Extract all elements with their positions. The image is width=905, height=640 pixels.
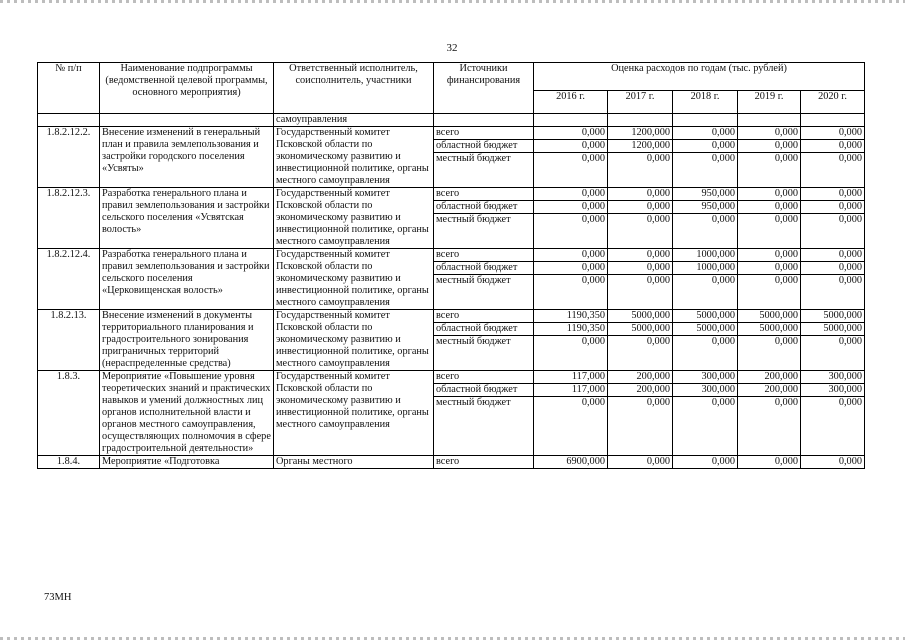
amount-cell: 1000,000 bbox=[673, 249, 738, 262]
page-number: 32 bbox=[446, 42, 458, 54]
amount-cell: 0,000 bbox=[608, 214, 673, 249]
amount-cell: 0,000 bbox=[534, 127, 608, 140]
row-name: Внесение изменений в генеральный план и правила землепользования и застройки городского поселения «Усвяты» bbox=[100, 127, 274, 188]
amount-cell: 0,000 bbox=[534, 262, 608, 275]
amount-cell: 0,000 bbox=[608, 188, 673, 201]
amount-cell: 0,000 bbox=[534, 249, 608, 262]
amount-cell: 950,000 bbox=[673, 201, 738, 214]
funding-source: всего bbox=[434, 371, 534, 384]
funding-source: областной бюджет bbox=[434, 201, 534, 214]
table-row bbox=[38, 310, 865, 323]
header-year: 2017 г. bbox=[608, 91, 673, 114]
header-year: 2016 г. bbox=[534, 91, 608, 114]
amount-cell: 0,000 bbox=[534, 336, 608, 371]
amount-cell: 0,000 bbox=[801, 201, 865, 214]
funding-source: всего bbox=[434, 310, 534, 323]
amount-cell: 1000,000 bbox=[673, 262, 738, 275]
table-row bbox=[38, 456, 865, 469]
amount-cell: 200,000 bbox=[738, 384, 801, 397]
amount-cell: 300,000 bbox=[673, 371, 738, 384]
amount-cell: 0,000 bbox=[738, 214, 801, 249]
row-executor: Государственный комитет Псковской области по экономическому развитию и инвестиционной политике, органы местного самоуправления bbox=[274, 188, 434, 249]
amount-cell: 0,000 bbox=[738, 262, 801, 275]
table-body bbox=[38, 114, 865, 469]
row-code: 1.8.2.13. bbox=[38, 310, 100, 371]
amount-cell: 5000,000 bbox=[673, 323, 738, 336]
amount-cell: 0,000 bbox=[738, 275, 801, 310]
row-code: 1.8.4. bbox=[38, 456, 100, 469]
amount-cell: 5000,000 bbox=[608, 323, 673, 336]
amount-cell: 0,000 bbox=[608, 201, 673, 214]
amount-cell: 0,000 bbox=[673, 153, 738, 188]
row-code: 1.8.2.12.4. bbox=[38, 249, 100, 310]
header-name: Наименование подпрограммы (ведомственной целевой программы, основного мероприятия) bbox=[100, 63, 274, 114]
amount-cell: 300,000 bbox=[673, 384, 738, 397]
amount-cell: 0,000 bbox=[673, 275, 738, 310]
continuation-text: самоуправления bbox=[274, 114, 434, 127]
amount-cell: 5000,000 bbox=[738, 323, 801, 336]
amount-cell: 0,000 bbox=[608, 249, 673, 262]
row-executor: Государственный комитет Псковской области по экономическому развитию и инвестиционной политике, органы местного самоуправления bbox=[274, 249, 434, 310]
row-executor: Государственный комитет Псковской области по экономическому развитию и инвестиционной политике, органы местного самоуправления bbox=[274, 310, 434, 371]
funding-source: местный бюджет bbox=[434, 214, 534, 249]
amount-cell: 0,000 bbox=[801, 397, 865, 456]
row-executor: Государственный комитет Псковской области по экономическому развитию и инвестиционной политике, органы местного самоуправления bbox=[274, 127, 434, 188]
amount-cell: 0,000 bbox=[738, 127, 801, 140]
funding-source: областной бюджет bbox=[434, 384, 534, 397]
amount-cell: 0,000 bbox=[608, 262, 673, 275]
amount-cell: 0,000 bbox=[801, 214, 865, 249]
row-name: Разработка генерального плана и правил землепользования и застройки сельского поселения «Церковищенская волость» bbox=[100, 249, 274, 310]
funding-source: местный бюджет bbox=[434, 397, 534, 456]
amount-cell: 0,000 bbox=[738, 140, 801, 153]
amount-cell: 0,000 bbox=[738, 336, 801, 371]
amount-cell: 0,000 bbox=[534, 188, 608, 201]
funding-source: областной бюджет bbox=[434, 262, 534, 275]
row-name: Мероприятие «Подготовка bbox=[100, 456, 274, 469]
amount-cell: 300,000 bbox=[801, 371, 865, 384]
amount-cell: 5000,000 bbox=[801, 310, 865, 323]
amount-cell: 0,000 bbox=[801, 336, 865, 371]
amount-cell: 0,000 bbox=[738, 188, 801, 201]
row-code: 1.8.3. bbox=[38, 371, 100, 456]
header-sources: Источники финансирования bbox=[434, 63, 534, 114]
amount-cell: 0,000 bbox=[673, 397, 738, 456]
amount-cell: 200,000 bbox=[608, 371, 673, 384]
amount-cell: 0,000 bbox=[534, 214, 608, 249]
row-name: Внесение изменений в документы территориального планирования и градостроительного зонирования приграничных территорий (нераспределенные средства) bbox=[100, 310, 274, 371]
amount-cell: 5000,000 bbox=[608, 310, 673, 323]
header-year: 2019 г. bbox=[738, 91, 801, 114]
funding-source: всего bbox=[434, 456, 534, 469]
amount-cell: 0,000 bbox=[801, 249, 865, 262]
amount-cell: 6900,000 bbox=[534, 456, 608, 469]
amount-cell: 0,000 bbox=[801, 140, 865, 153]
funding-source: всего bbox=[434, 127, 534, 140]
amount-cell: 0,000 bbox=[801, 275, 865, 310]
funding-source: всего bbox=[434, 249, 534, 262]
amount-cell: 0,000 bbox=[738, 201, 801, 214]
header-estimate: Оценка расходов по годам (тыс. рублей) bbox=[534, 63, 865, 91]
header-num: № п/п bbox=[38, 63, 100, 114]
amount-cell: 0,000 bbox=[738, 397, 801, 456]
amount-cell: 0,000 bbox=[608, 336, 673, 371]
amount-cell: 0,000 bbox=[673, 214, 738, 249]
amount-cell: 5000,000 bbox=[673, 310, 738, 323]
amount-cell: 1200,000 bbox=[608, 127, 673, 140]
amount-cell: 1200,000 bbox=[608, 140, 673, 153]
amount-cell: 0,000 bbox=[608, 153, 673, 188]
amount-cell: 200,000 bbox=[608, 384, 673, 397]
amount-cell: 0,000 bbox=[801, 153, 865, 188]
amount-cell: 0,000 bbox=[738, 456, 801, 469]
amount-cell: 0,000 bbox=[801, 127, 865, 140]
amount-cell: 300,000 bbox=[801, 384, 865, 397]
budget-table bbox=[37, 62, 865, 469]
amount-cell: 1190,350 bbox=[534, 310, 608, 323]
amount-cell: 0,000 bbox=[673, 336, 738, 371]
amount-cell: 5000,000 bbox=[801, 323, 865, 336]
row-executor: Государственный комитет Псковской области по экономическому развитию и инвестиционной политике, органы местного самоуправления bbox=[274, 371, 434, 456]
amount-cell: 0,000 bbox=[738, 153, 801, 188]
table-header bbox=[38, 63, 865, 114]
funding-source: местный бюджет bbox=[434, 275, 534, 310]
amount-cell: 5000,000 bbox=[738, 310, 801, 323]
amount-cell: 117,000 bbox=[534, 371, 608, 384]
header-year: 2018 г. bbox=[673, 91, 738, 114]
row-name: Разработка генерального плана и правил землепользования и застройки сельского поселения «Усвятская волость» bbox=[100, 188, 274, 249]
document-code: 73МН bbox=[44, 592, 72, 603]
amount-cell: 0,000 bbox=[673, 140, 738, 153]
amount-cell: 950,000 bbox=[673, 188, 738, 201]
table-row bbox=[38, 371, 865, 384]
scan-edge-top bbox=[0, 0, 905, 3]
amount-cell: 0,000 bbox=[801, 456, 865, 469]
row-name: Мероприятие «Повышение уровня теоретических знаний и практических навыков и умений должностных лиц органов исполнительной власти и органов местного самоуправления, осуществляющих полномочия в сфере градостроительной деятельности» bbox=[100, 371, 274, 456]
amount-cell: 0,000 bbox=[673, 456, 738, 469]
amount-cell: 0,000 bbox=[534, 275, 608, 310]
table-row bbox=[38, 188, 865, 201]
amount-cell: 0,000 bbox=[608, 456, 673, 469]
funding-source: всего bbox=[434, 188, 534, 201]
amount-cell: 0,000 bbox=[534, 397, 608, 456]
table-row bbox=[38, 127, 865, 140]
amount-cell: 0,000 bbox=[608, 275, 673, 310]
amount-cell: 0,000 bbox=[673, 127, 738, 140]
amount-cell: 0,000 bbox=[534, 153, 608, 188]
row-executor: Органы местного bbox=[274, 456, 434, 469]
amount-cell: 0,000 bbox=[608, 397, 673, 456]
funding-source: местный бюджет bbox=[434, 336, 534, 371]
amount-cell: 0,000 bbox=[801, 188, 865, 201]
amount-cell: 117,000 bbox=[534, 384, 608, 397]
amount-cell: 0,000 bbox=[738, 249, 801, 262]
funding-source: областной бюджет bbox=[434, 140, 534, 153]
table-row bbox=[38, 249, 865, 262]
amount-cell: 0,000 bbox=[534, 140, 608, 153]
funding-source: областной бюджет bbox=[434, 323, 534, 336]
amount-cell: 0,000 bbox=[534, 201, 608, 214]
amount-cell: 0,000 bbox=[801, 262, 865, 275]
amount-cell: 1190,350 bbox=[534, 323, 608, 336]
continuation-row bbox=[38, 114, 865, 127]
row-code: 1.8.2.12.3. bbox=[38, 188, 100, 249]
header-year: 2020 г. bbox=[801, 91, 865, 114]
amount-cell: 200,000 bbox=[738, 371, 801, 384]
header-executor: Ответственный исполнитель, соисполнитель, участники bbox=[274, 63, 434, 114]
row-code: 1.8.2.12.2. bbox=[38, 127, 100, 188]
funding-source: местный бюджет bbox=[434, 153, 534, 188]
